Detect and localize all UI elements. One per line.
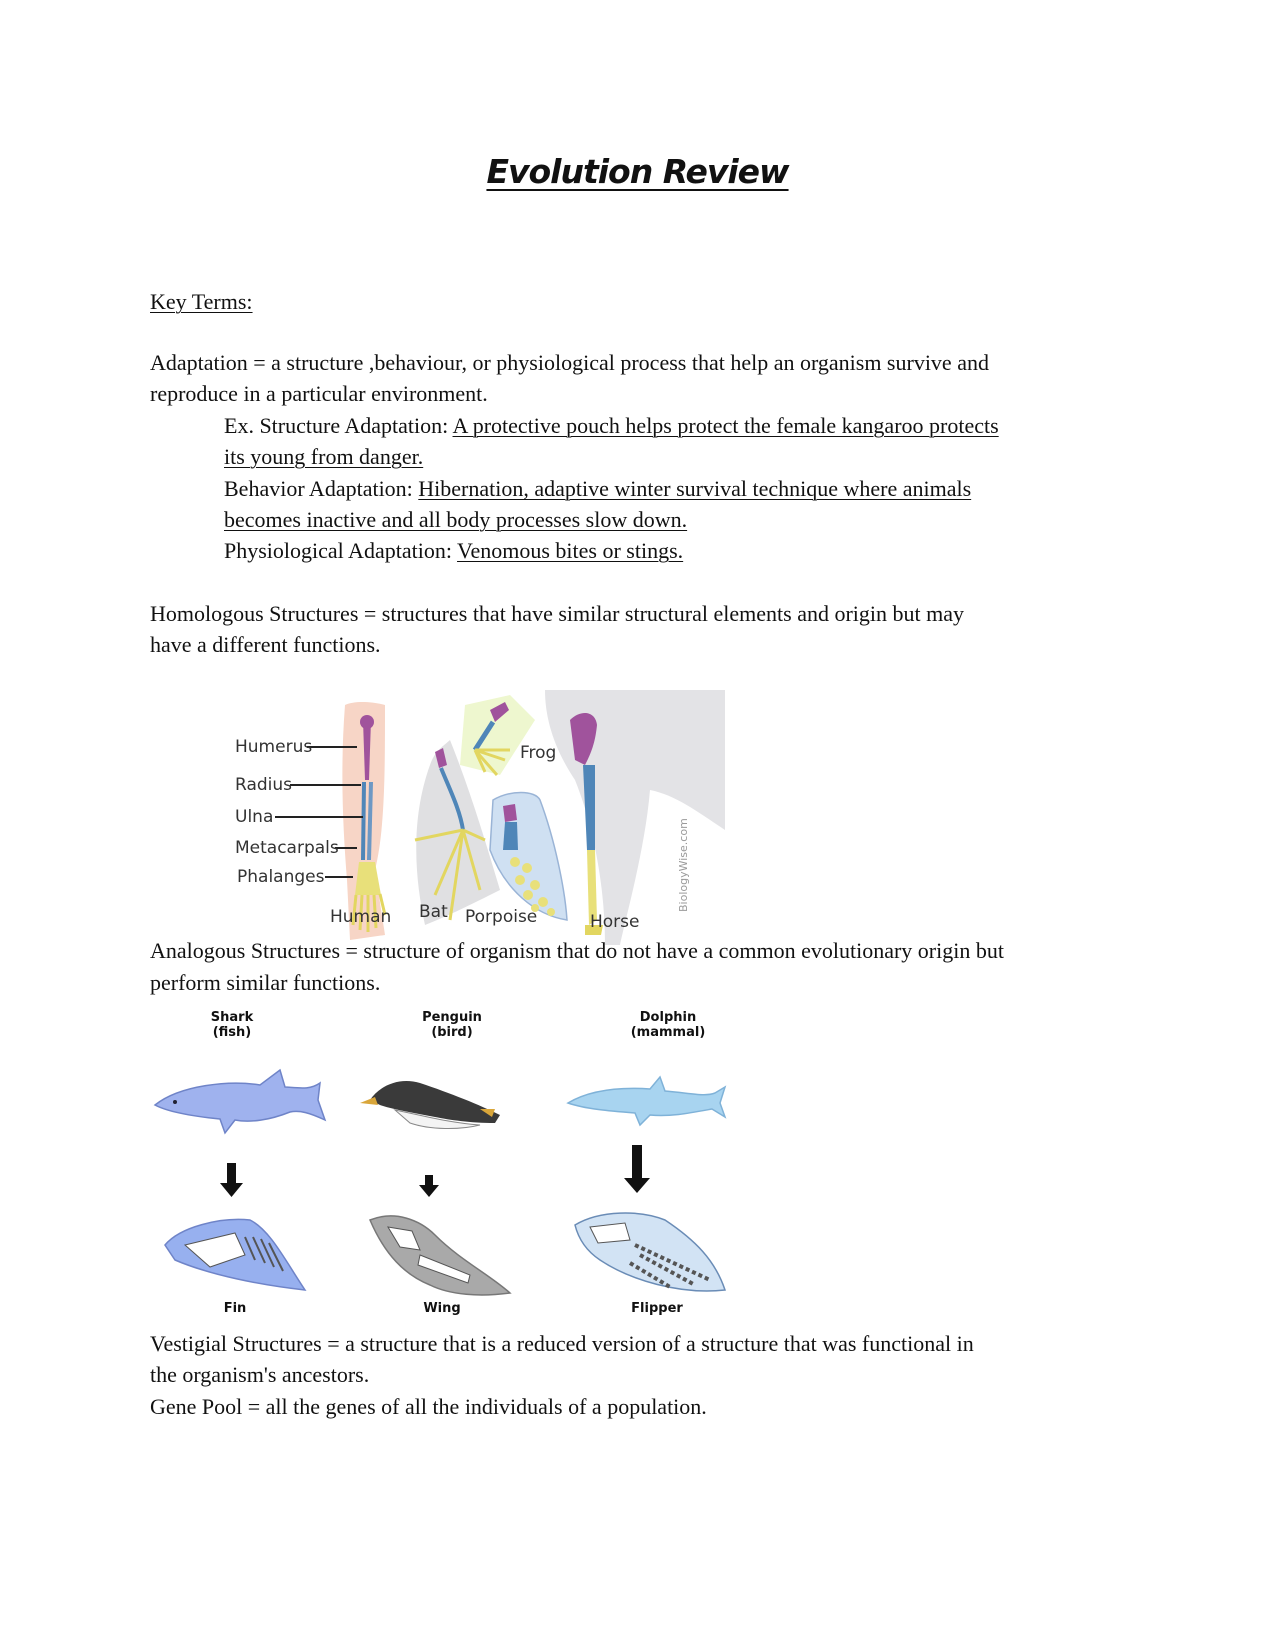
label-metacarpals: Metacarpals [235, 838, 339, 858]
penguin-class: (bird) [431, 1025, 473, 1040]
page-title: Evolution Review [486, 152, 789, 191]
structure-adaptation-example: Ex. Structure Adaptation: A protective pouch helps protect the female kangaroo protects [224, 413, 999, 438]
behavior-adaptation-example: Behavior Adaptation: Hibernation, adaptive winter survival technique where animals [224, 476, 972, 501]
label-horse: Horse [590, 912, 640, 932]
penguin-name: Penguin [422, 1010, 482, 1025]
flipper-label: Flipper [631, 1301, 683, 1316]
gene-pool-definition: Gene Pool = all the genes of all the individuals of a population. [150, 1394, 707, 1419]
dolphin-illustration [568, 1077, 725, 1125]
label-humerus: Humerus [235, 737, 313, 757]
shark-class: (fish) [212, 1025, 252, 1040]
label-human: Human [330, 907, 392, 927]
label-ulna: Ulna [235, 807, 274, 827]
section-heading-key-terms: Key Terms: [150, 289, 253, 314]
vestigial-definition-2: the organism's ancestors. [150, 1362, 370, 1387]
dolphin-class: (mammal) [630, 1025, 706, 1040]
shark-name: Shark [210, 1010, 254, 1025]
wing-label: Wing [423, 1301, 461, 1316]
label-bat: Bat [419, 902, 448, 922]
label-phalanges: Phalanges [237, 867, 325, 887]
label-radius: Radius [235, 775, 293, 795]
structure-adaptation-example-cont: its young from danger. [224, 444, 424, 469]
label-frog: Frog [520, 743, 557, 763]
analogous-definition-2: perform similar functions. [150, 970, 381, 995]
dolphin-name: Dolphin [639, 1010, 697, 1025]
physiological-adaptation-example: Physiological Adaptation: Venomous bites or stings. [224, 538, 684, 563]
homologous-definition-2: have a different functions. [150, 632, 381, 657]
homologous-definition-1: Homologous Structures = structures that have similar structural elements and origin but may [150, 601, 965, 626]
penguin-illustration [370, 1081, 500, 1123]
shark-illustration [155, 1070, 325, 1133]
behavior-adaptation-example-cont: becomes inactive and all body processes slow down. [224, 507, 688, 532]
analogous-structures-figure [150, 1005, 770, 1325]
homologous-structures-figure [235, 690, 725, 965]
adaptation-definition-1: Adaptation = a structure ,behaviour, or physiological process that help an organism survive and [150, 350, 989, 375]
adaptation-definition-2: reproduce in a particular environment. [150, 381, 488, 406]
vestigial-definition-1: Vestigial Structures = a structure that is a reduced version of a structure that was functional in [150, 1331, 974, 1356]
watermark: BiologyWise.com [677, 818, 690, 912]
label-porpoise: Porpoise [465, 907, 538, 927]
analogous-definition-1: Analogous Structures = structure of organism that do not have a common evolutionary origin but [150, 938, 1004, 963]
fin-label: Fin [223, 1301, 247, 1316]
